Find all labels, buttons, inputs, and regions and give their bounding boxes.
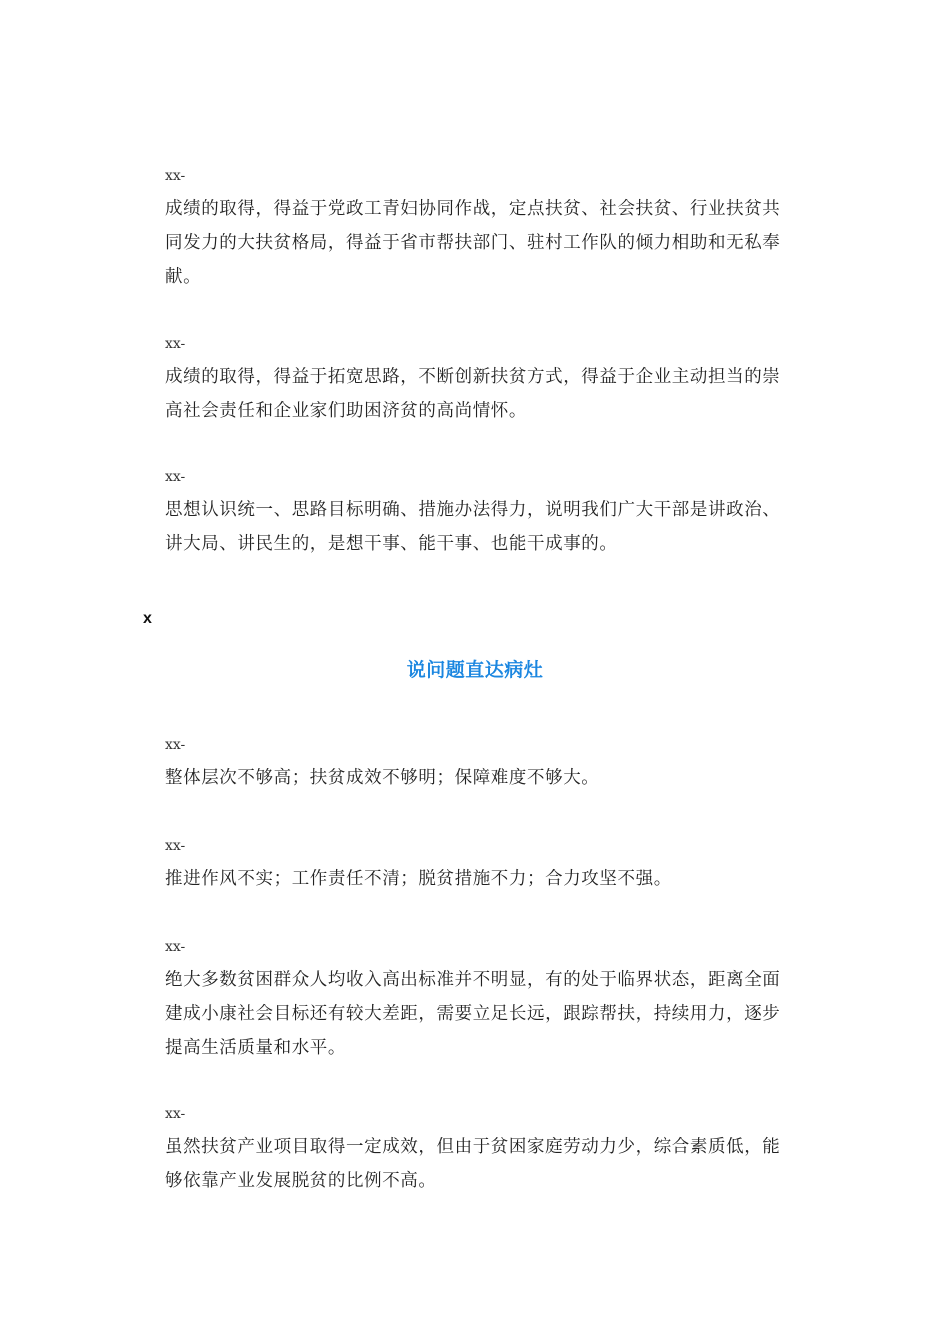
section-paragraph: 成绩的取得，得益于拓宽思路，不断创新扶贫方式，得益于企业主动担当的崇高社会责任和企业家们助困济贫的高尚情怀。 — [165, 367, 781, 421]
section-label: xx- — [165, 168, 186, 184]
section-3 — [165, 467, 797, 561]
problem-label: xx- — [165, 939, 186, 955]
problem-label: xx- — [165, 1106, 186, 1122]
section-paragraph: 思想认识统一、思路目标明确、措施办法得力，说明我们广大干部是讲政治、讲大局、讲民生的，是想干事、能干事、也能干成事的。 — [165, 500, 781, 554]
section-2 — [165, 334, 797, 428]
problem-1 — [165, 735, 797, 795]
section-1 — [165, 166, 797, 294]
section-marker: x — [143, 610, 152, 627]
problem-paragraph: 绝大多数贫困群众人均收入高出标准并不明显，有的处于临界状态，距离全面建成小康社会目标还有较大差距，需要立足长远，跟踪帮扶，持续用力，逐步提高生活质量和水平。 — [165, 970, 781, 1058]
section-label: xx- — [165, 336, 186, 352]
section-heading: 说问题直达病灶 — [406, 659, 544, 681]
section-paragraph: 成绩的取得，得益于党政工青妇协同作战，定点扶贫、社会扶贫、行业扶贫共同发力的大扶贫格局，得益于省市帮扶部门、驻村工作队的倾力相助和无私奉献。 — [165, 199, 781, 287]
problem-label: xx- — [165, 838, 186, 854]
problem-paragraph: 整体层次不够高；扶贫成效不够明；保障难度不够大。 — [165, 768, 600, 788]
problem-3 — [165, 937, 797, 1065]
problem-label: xx- — [165, 737, 186, 753]
problem-2 — [165, 836, 797, 896]
problem-4 — [165, 1104, 797, 1198]
problem-paragraph: 虽然扶贫产业项目取得一定成效，但由于贫困家庭劳动力少，综合素质低，能够依靠产业发展脱贫的比例不高。 — [165, 1137, 781, 1191]
problem-paragraph: 推进作风不实；工作责任不清；脱贫措施不力；合力攻坚不强。 — [165, 869, 672, 889]
section-label: xx- — [165, 469, 186, 485]
